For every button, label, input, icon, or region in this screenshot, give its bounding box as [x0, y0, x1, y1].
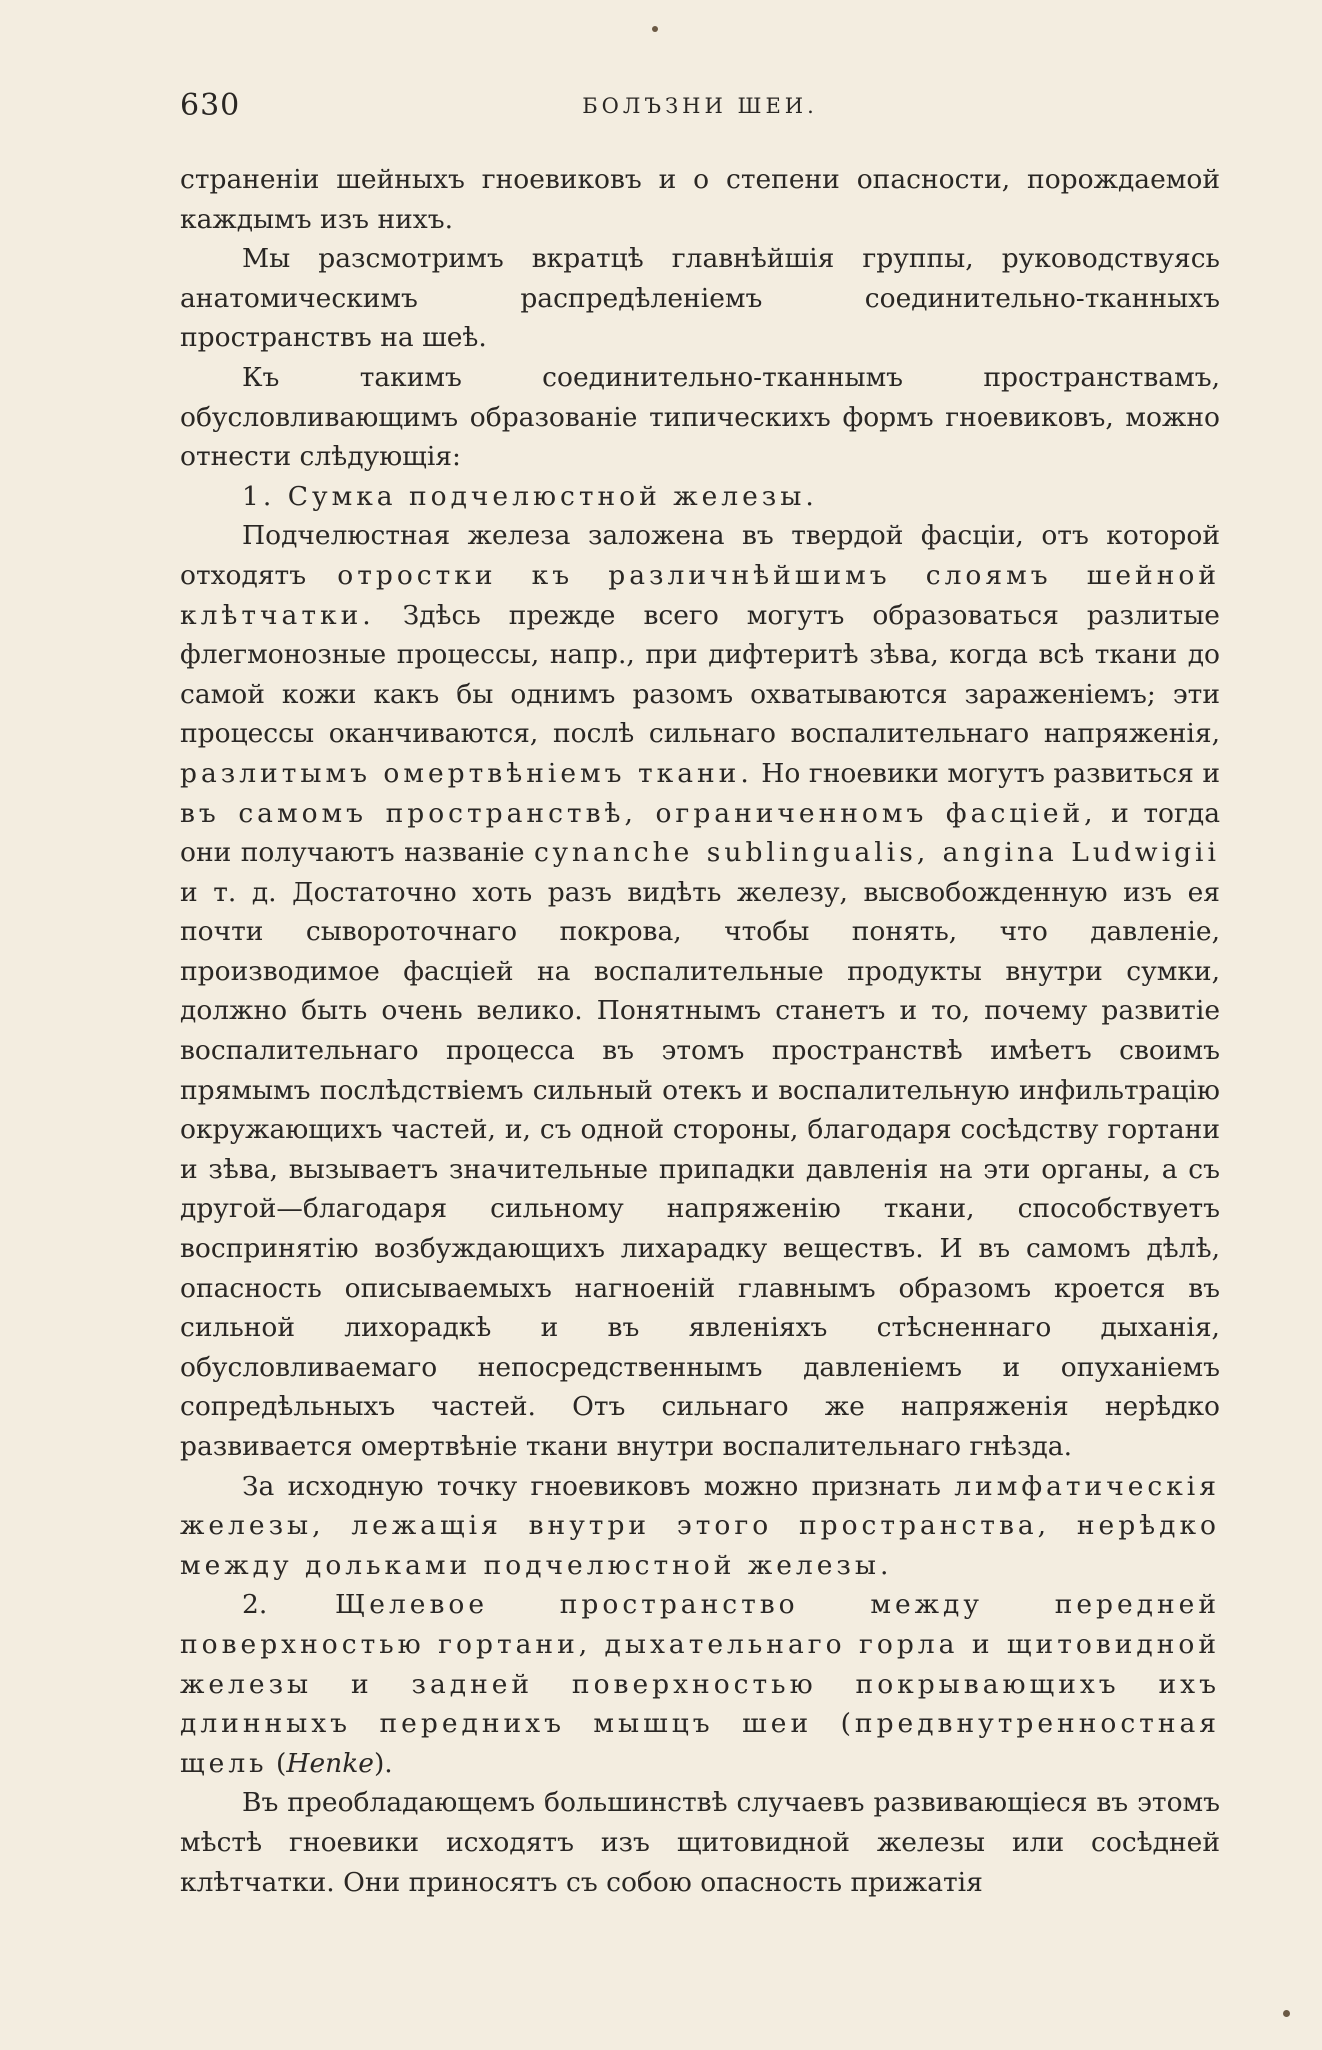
paragraph-continued: страненіи шейныхъ гноевиковъ и о степени опасности, порождаемой каждымъ изъ нихъ.	[180, 164, 1220, 235]
spaced-emphasis: лимфатическія железы, лежащія внутри этого пространства, нерѣдко между дольками подчелюстной железы.	[180, 1470, 1220, 1581]
text-run: Но гноевики могутъ развиться и	[752, 757, 1221, 789]
ink-speck	[1283, 2010, 1290, 2017]
author-name: Henke	[286, 1747, 374, 1779]
ink-speck	[652, 26, 658, 32]
spaced-emphasis: въ самомъ пространствѣ, ограниченномъ фасціей,	[180, 797, 1097, 829]
paragraph: Въ преобладающемъ большинствѣ случаевъ развивающіеся въ этомъ мѣстѣ гноевики исходятъ изъ щитовидной железы или сосѣдней клѣтчатки. Они приносятъ съ собою опасность прижатія	[180, 1787, 1220, 1898]
paragraph: Къ такимъ соединительно-тканнымъ пространствамъ, обусловливающимъ образованіе типическихъ формъ гноевиковъ, можно отнести слѣдующія:	[180, 361, 1220, 473]
text-run: За исходную точку гноевиковъ можно признать	[242, 1470, 955, 1502]
text-run: и т. д. Достаточно хоть разъ видѣть железу, высвобожденную изъ ея почти сывороточнаго покрова, чтобы понять, что давленіе, производимое фасціей на воспалительные продукты внутри сумки, должно быть очень велико. Понятнымъ станетъ и то, почему развитіе воспалительнаго процесса въ этомъ пространствѣ имѣетъ своимъ прямымъ послѣдствіемъ сильный отекъ и воспалительную инфильтрацію окружающихъ частей, и, съ одной стороны, благодаря сосѣдству гортани и зѣва, вызываетъ значительные припадки давленія на эти органы, а съ другой—благодаря сильному напряженію ткани, способствуетъ воспринятію возбуждающихъ лихарадку веществъ. И въ самомъ дѣлѣ, опасность описываемыхъ нагноеній главнымъ образомъ кроется въ сильной лихорадкѣ и въ явленіяхъ стѣсненнаго дыханія, обусловливаемаго непосредственнымъ давленіемъ и опуханіемъ сопредѣльныхъ частей. Отъ сильнаго же напряженія нерѣдко развивается омертвѣніе ткани внутри воспалительнаго гнѣзда.	[180, 876, 1220, 1462]
paragraph	[180, 516, 1220, 1466]
section-heading: 1. Сумка подчелюстной железы.	[242, 480, 818, 512]
text-run: Здѣсь прежде всего могутъ образоваться разлитые флегмонозные процессы, напр., при дифтеритѣ зѣва, когда всѣ ткани до самой кожи какъ бы однимъ разомъ охватываются зараженіемъ; эти процессы оканчиваются, послѣ сильнаго воспалительнаго напряженія,	[180, 599, 1220, 750]
section-heading	[180, 1585, 1220, 1783]
text-run: Подчелюстная железа заложена въ твердой фасціи, отъ которой отходятъ	[180, 520, 1220, 591]
paragraph	[180, 1467, 1220, 1586]
text-run: ).	[373, 1747, 393, 1779]
text-run: (	[267, 1747, 287, 1779]
spaced-emphasis: разлитымъ омертвѣніемъ ткани.	[180, 757, 753, 789]
page-header	[180, 88, 1220, 128]
running-title: БОЛЪЗНИ ШЕИ.	[582, 94, 818, 118]
text-run: 2.	[242, 1589, 336, 1621]
paragraph: Мы разсмотримъ вкратцѣ главнѣйшія группы, руководствуясь анатомическимъ распредѣленіемъ соединительно-тканныхъ пространствъ на шеѣ.	[180, 243, 1220, 354]
body-text	[180, 160, 1220, 1902]
page-number: 630	[180, 88, 241, 123]
spaced-emphasis: Щелевое пространство между передней поверхностью гортани, дыхательнаго горла и щитовидной железы и задней поверхностью покрывающихъ ихъ длинныхъ переднихъ мышцъ шеи (предвнутренностная щель	[180, 1589, 1221, 1779]
latin-term: cynanche sublingualis, angina Ludwigii	[534, 837, 1220, 869]
text-run: и тогда они получаютъ названіе	[180, 797, 1220, 869]
spaced-emphasis: отростки къ различнѣйшимъ слоямъ шейной клѣтчатки.	[180, 559, 1220, 631]
